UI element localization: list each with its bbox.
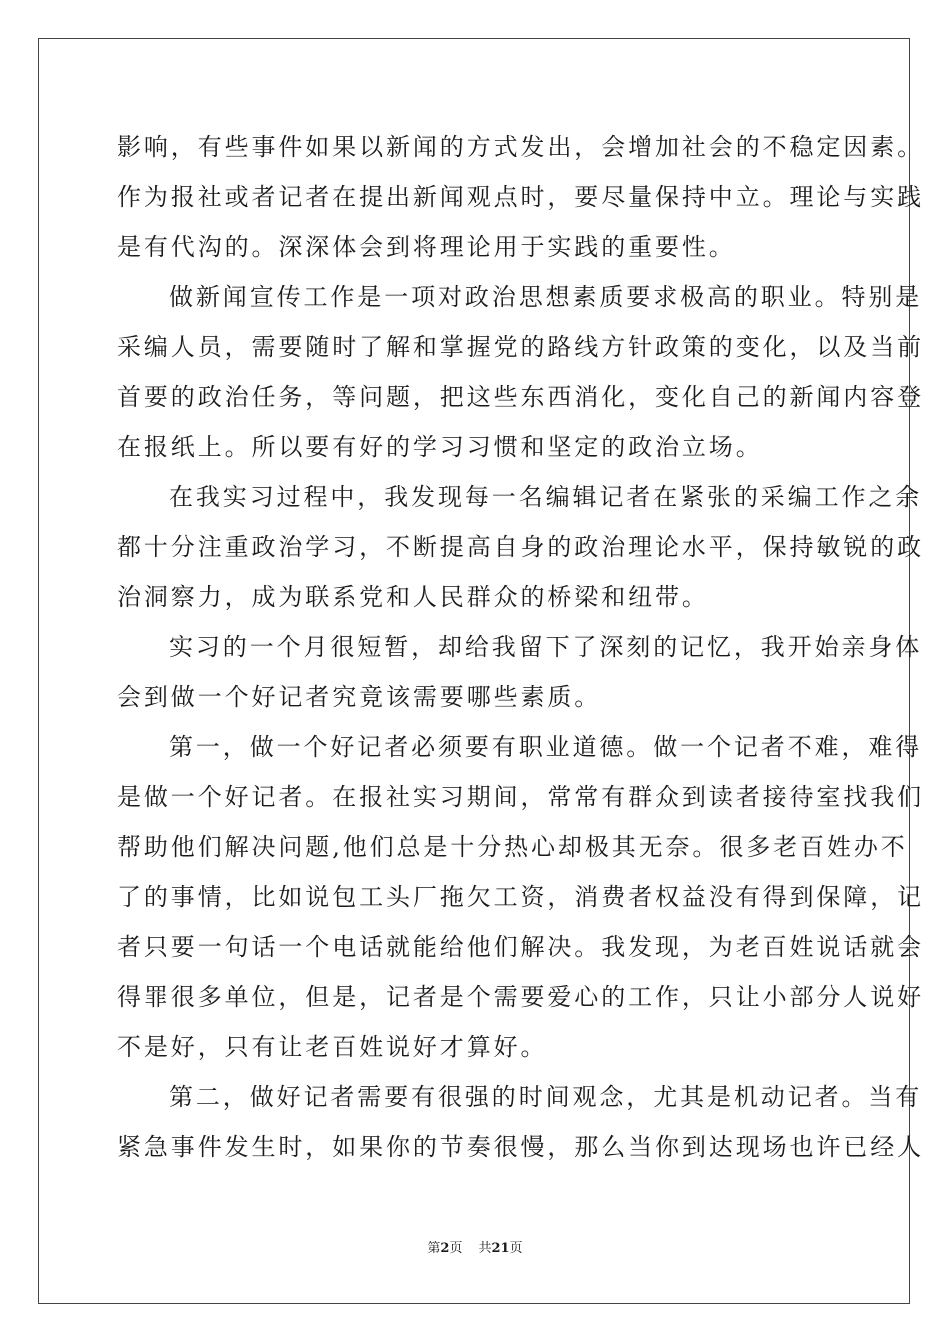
text-line: 会到做一个好记者究竟该需要哪些素质。 bbox=[117, 683, 602, 711]
total-suffix: 页 bbox=[509, 1241, 523, 1256]
text-line: 采编人员，需要随时了解和掌握党的路线方针政策的变化，以及当前 bbox=[117, 333, 924, 361]
total-prefix: 共 bbox=[478, 1241, 492, 1256]
text-line: 了的事情，比如说包工头厂拖欠工资，消费者权益没有得到保障，记 bbox=[117, 883, 924, 911]
text-line: 不是好，只有让老百姓说好才算好。 bbox=[117, 1033, 548, 1061]
text-line: 帮助他们解决问题,他们总是十分热心却极其无奈。很多老百姓办不 bbox=[117, 833, 908, 861]
page-suffix: 页 bbox=[449, 1241, 463, 1256]
page-number: 2 bbox=[440, 1241, 450, 1256]
text-line: 首要的政治任务，等问题，把这些东西消化，变化自己的新闻内容登 bbox=[117, 383, 924, 411]
page-prefix: 第 bbox=[427, 1241, 441, 1256]
text-line: 都十分注重政治学习，不断提高自身的政治理论水平，保持敏锐的政 bbox=[117, 533, 924, 561]
text-line: 作为报社或者记者在提出新闻观点时，要尽量保持中立。理论与实践 bbox=[117, 183, 924, 211]
text-line: 是有代沟的。深深体会到将理论用于实践的重要性。 bbox=[117, 233, 736, 261]
text-line: 第二，做好记者需要有很强的时间观念，尤其是机动记者。当有 bbox=[169, 1083, 923, 1111]
text-line: 实习的一个月很短暂，却给我留下了深刻的记忆，我开始亲身体 bbox=[169, 633, 923, 661]
text-line: 做新闻宣传工作是一项对政治思想素质要求极高的职业。特别是 bbox=[169, 283, 923, 311]
text-line: 在我实习过程中，我发现每一名编辑记者在紧张的采编工作之余 bbox=[169, 483, 923, 511]
document-body bbox=[117, 122, 924, 1172]
text-line: 得罪很多单位，但是，记者是个需要爱心的工作，只让小部分人说好 bbox=[117, 983, 924, 1011]
text-line: 在报纸上。所以要有好的学习习惯和坚定的政治立场。 bbox=[117, 433, 763, 461]
text-line: 影响，有些事件如果以新闻的方式发出，会增加社会的不稳定因素。 bbox=[117, 133, 924, 161]
text-line: 治洞察力，成为联系党和人民群众的桥梁和纽带。 bbox=[117, 583, 709, 611]
total-pages: 21 bbox=[491, 1241, 510, 1256]
text-line: 是做一个好记者。在报社实习期间，常常有群众到读者接待室找我们 bbox=[117, 783, 924, 811]
page-footer bbox=[0, 1239, 950, 1259]
text-line: 者只要一句话一个电话就能给他们解决。我发现，为老百姓说话就会 bbox=[117, 933, 924, 961]
text-line: 紧急事件发生时，如果你的节奏很慢，那么当你到达现场也许已经人 bbox=[117, 1133, 924, 1161]
text-line: 第一，做一个好记者必须要有职业道德。做一个记者不难，难得 bbox=[169, 733, 923, 761]
